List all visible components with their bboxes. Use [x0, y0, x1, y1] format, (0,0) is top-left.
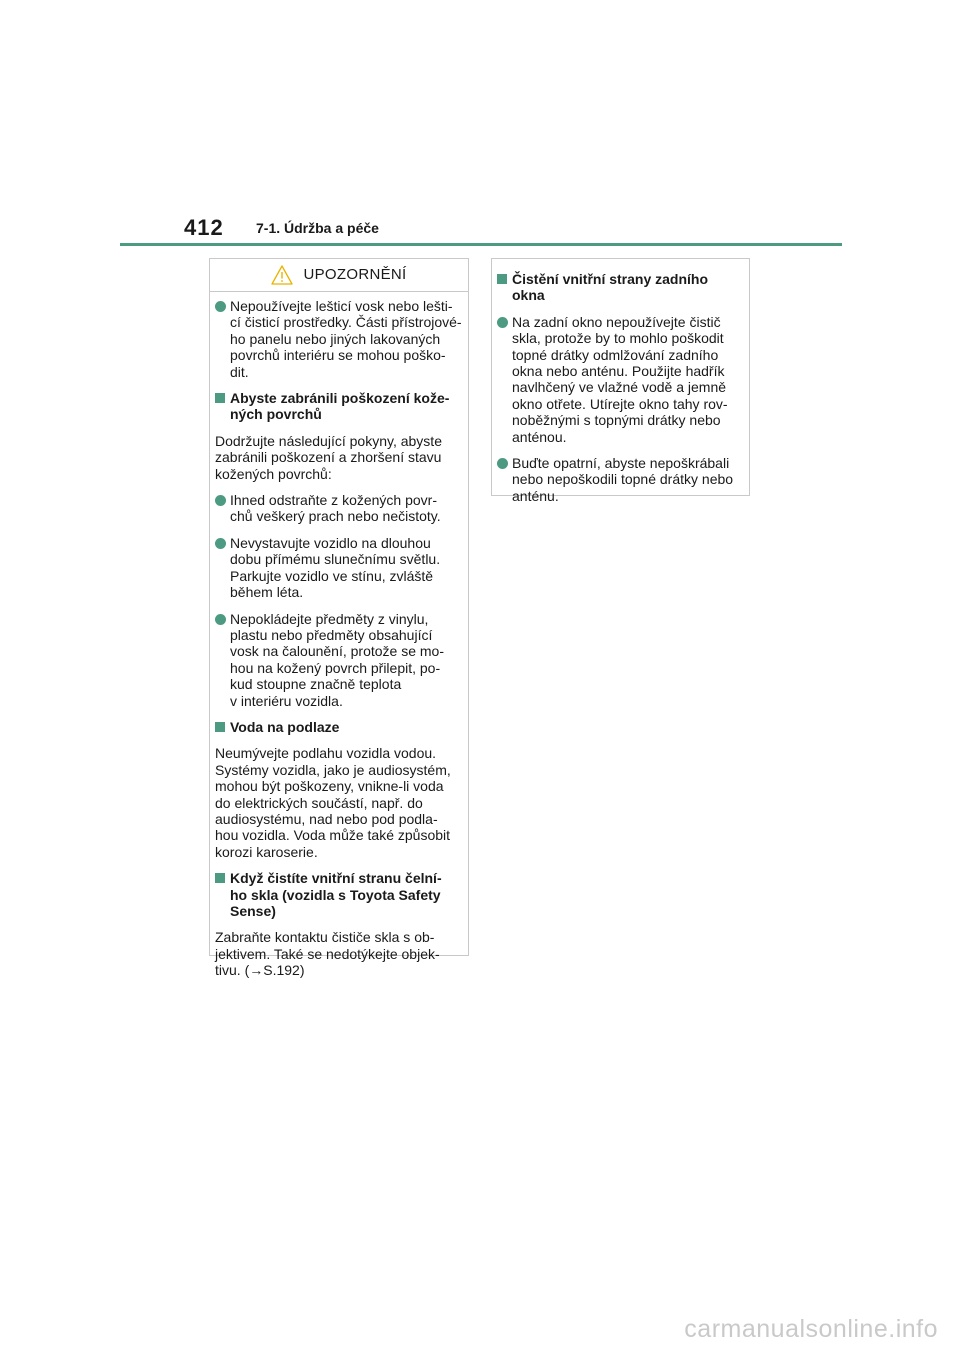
bullet-text: Nevystavujte vozidlo na dlouhou dobu přímému slunečnímu světlu. Parkujte vozidlo ve stínu, zvláště během léta. — [230, 534, 441, 601]
bullet-item — [497, 455, 743, 504]
bullet-text: Nepokládejte předměty z vinylu, plastu nebo předměty obsahující vosk na čalounění, protože se mo- hou na kožený povrch přilepit, po- kud stoupne značně teplota v interiéru vozidla. — [230, 610, 445, 709]
caution-box — [209, 258, 469, 979]
section-title: 7-1. Údržba a péče — [256, 220, 379, 236]
caution-title: UPOZORNĚNÍ — [303, 265, 407, 283]
section-heading — [215, 390, 462, 423]
square-bullet-icon — [215, 722, 225, 732]
round-bullet-icon — [215, 614, 226, 625]
warning-triangle-icon — [271, 265, 293, 285]
bullet-text: Ihned odstraňte z kožených povr- chů veškerý prach nebo nečistoty. — [230, 492, 441, 525]
watermark-logo: carmanualsonline.info — [684, 1315, 938, 1343]
section-heading — [497, 271, 743, 304]
square-bullet-icon — [215, 873, 225, 883]
caution-content — [215, 298, 462, 979]
round-bullet-icon — [215, 538, 226, 549]
square-bullet-icon — [215, 393, 225, 403]
round-bullet-icon — [215, 301, 226, 312]
caution-header — [210, 259, 468, 292]
heading-text: Čistění vnitřní strany zadního okna — [512, 271, 709, 304]
bullet-item — [215, 298, 462, 380]
page-header — [0, 0, 960, 250]
round-bullet-icon — [497, 317, 508, 328]
square-bullet-icon — [497, 274, 507, 284]
section-heading — [215, 870, 462, 919]
paragraph: Dodržujte následující pokyny, abyste zabránili poškození a zhoršení stavu kožených povrchů: — [215, 432, 442, 482]
round-bullet-icon — [215, 495, 226, 506]
bullet-item — [215, 492, 462, 525]
page-number: 412 — [184, 215, 224, 240]
heading-text: Voda na podlaze — [230, 718, 340, 735]
paragraph: Zabraňte kontaktu čističe skla s ob- jektivem. Také se nedotýkejte objek- tivu. (→S.192) — [215, 929, 440, 979]
info-box — [491, 258, 750, 504]
bullet-text: Na zadní okno nepoužívejte čistič skla, protože by to mohlo poškodit topné drátky odmlžování zadního okna nebo anténu. Použijte hadřík navlhčený ve vlažné vodě a jemně okno otřete. Utírejte okno tahy rov- noběžnými s topnými drátky nebo anténou. — [512, 313, 728, 445]
info-content — [497, 271, 743, 504]
heading-text: Když čistíte vnitřní stranu čelní- ho skla (vozidla s Toyota Safety Sense) — [230, 870, 442, 919]
heading-text: Abyste zabránili poškození kože- ných povrchů — [230, 390, 450, 423]
paragraph: Neumývejte podlahu vozidla vodou. Systémy vozidla, jako je audiosystém, mohou být poškozeny, vnikne-li voda do elektrických součástí, např. do audiosystému, nad nebo pod podla- hou vozidla. Voda může také způsobit korozi karoserie. — [215, 745, 451, 860]
header-rule — [120, 243, 842, 246]
round-bullet-icon — [497, 458, 508, 469]
bullet-text: Nepoužívejte lešticí vosk nebo lešti- cí čisticí prostředky. Části přístrojové- ho panelu nebo jiných lakovaných povrchů interiéru se mohou poško- dit. — [230, 298, 462, 380]
bullet-item — [215, 535, 462, 601]
bullet-text: Buďte opatrní, abyste nepoškrábali nebo nepoškodili topné drátky nebo anténu. — [512, 455, 734, 504]
bullet-item — [215, 611, 462, 709]
bullet-item — [497, 314, 743, 445]
section-heading — [215, 719, 462, 735]
